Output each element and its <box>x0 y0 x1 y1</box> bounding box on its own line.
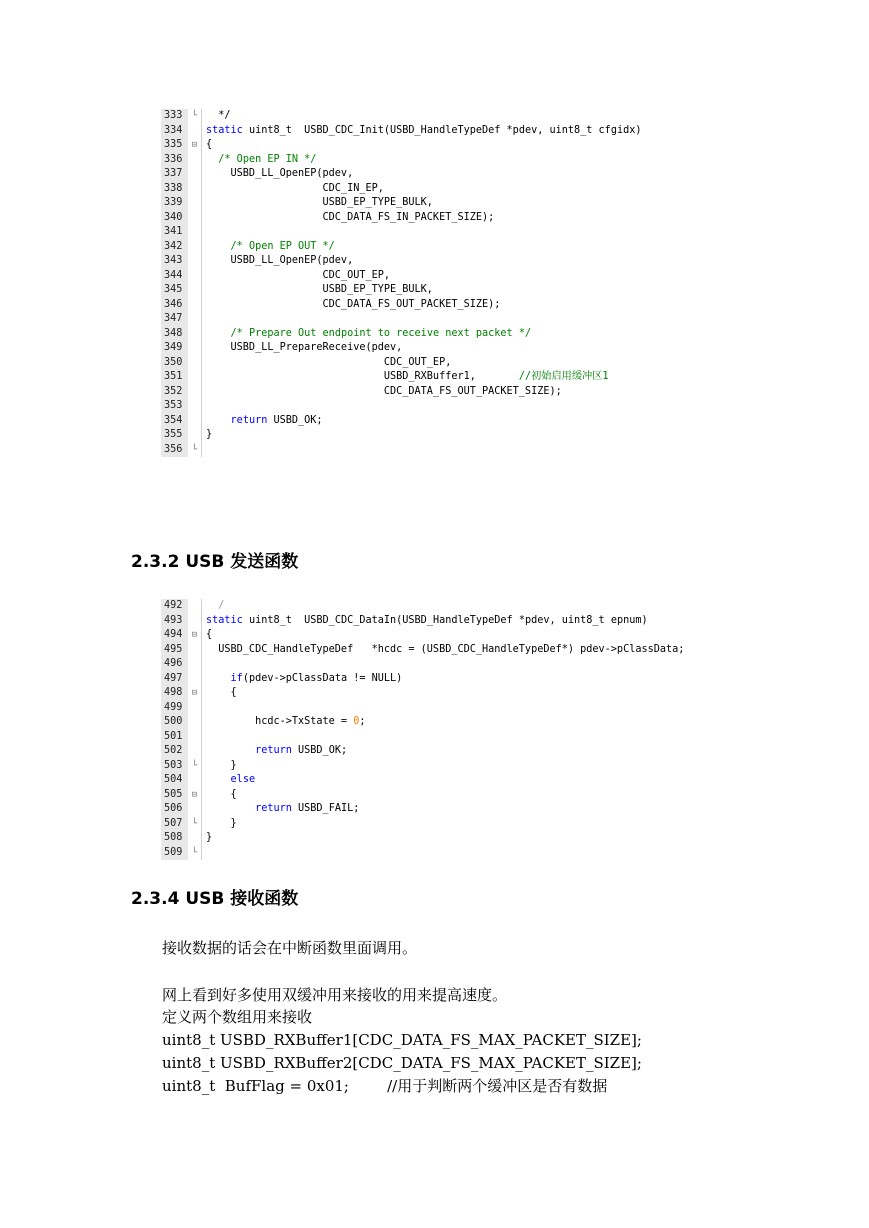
code-line <box>161 312 641 327</box>
line-number: 509 <box>161 846 188 861</box>
text-line: uint8_t BufFlag = 0x01; //用于判断两个缓冲区是否有数据 <box>162 1077 608 1095</box>
fold-marker-icon <box>188 831 202 846</box>
fold-marker-icon <box>188 730 202 745</box>
fold-marker-icon <box>188 414 202 429</box>
code-text <box>202 614 648 629</box>
fold-marker-icon <box>188 672 202 687</box>
fold-marker-icon <box>188 701 202 716</box>
code-token: return <box>230 414 268 426</box>
line-number: 501 <box>161 730 188 745</box>
code-line <box>161 657 684 672</box>
code-text <box>202 196 433 211</box>
code-text <box>202 817 237 832</box>
code-token: /* Prepare Out endpoint to receive next packet */ <box>230 327 532 339</box>
fold-marker-icon <box>188 356 202 371</box>
code-token: CDC_IN_EP, <box>206 182 384 194</box>
code-text <box>202 298 500 313</box>
code-line <box>161 327 641 342</box>
code-line <box>161 759 684 774</box>
code-token <box>206 673 231 684</box>
section-heading-usb-send: 2.3.2 USB 发送函数 <box>131 552 299 572</box>
code-text <box>202 846 206 861</box>
code-token: USBD_FAIL; <box>291 803 360 814</box>
code-text <box>202 240 335 255</box>
code-token: (pdev->pClassData != NULL) <box>242 672 403 684</box>
code-line <box>161 298 641 313</box>
code-text <box>202 759 237 774</box>
code-line <box>161 817 684 832</box>
code-token: USBD_OK; <box>267 414 323 426</box>
code-block-usbd-cdc-datain <box>161 599 684 860</box>
code-line <box>161 283 641 298</box>
code-token: } <box>206 759 237 771</box>
code-text <box>202 312 206 327</box>
code-text <box>202 370 609 385</box>
line-number: 506 <box>161 802 188 817</box>
code-line <box>161 399 641 414</box>
code-text <box>202 730 206 745</box>
fold-marker-icon <box>188 744 202 759</box>
line-number: 341 <box>161 225 188 240</box>
code-token: USBD_EP_TYPE_BULK, <box>206 197 433 208</box>
fold-marker-icon: ⊟ <box>188 628 202 643</box>
code-text <box>202 225 206 240</box>
code-line <box>161 124 641 139</box>
code-text <box>202 356 451 371</box>
code-token: USBD_OK; <box>291 745 348 756</box>
fold-marker-icon <box>188 254 202 269</box>
section-heading-usb-receive: 2.3.4 USB 接收函数 <box>131 889 299 909</box>
line-number: 348 <box>161 327 188 342</box>
code-token: 0 <box>353 716 360 727</box>
fold-marker-icon <box>188 327 202 342</box>
code-line <box>161 356 641 371</box>
line-number: 508 <box>161 831 188 846</box>
code-line <box>161 385 641 400</box>
code-token: //初始启用缓冲区1 <box>518 371 609 382</box>
code-token: { <box>206 687 237 698</box>
code-text <box>202 138 212 153</box>
code-token: USBD_LL_PrepareReceive(pdev, <box>206 342 403 353</box>
code-token <box>206 328 231 339</box>
code-token: static <box>206 614 243 626</box>
line-number: 343 <box>161 254 188 269</box>
code-token: } <box>206 817 237 829</box>
fold-marker-icon <box>188 182 202 197</box>
code-text <box>202 428 212 443</box>
code-line <box>161 643 684 658</box>
line-number: 351 <box>161 370 188 385</box>
code-line <box>161 196 641 211</box>
line-number: 503 <box>161 759 188 774</box>
line-number: 339 <box>161 196 188 211</box>
code-token: CDC_OUT_EP, <box>206 269 391 281</box>
code-text <box>202 657 206 672</box>
line-number: 336 <box>161 153 188 168</box>
code-token: return <box>255 745 292 756</box>
fold-marker-icon <box>188 643 202 658</box>
code-line <box>161 715 684 730</box>
code-text <box>202 788 237 803</box>
fold-marker-icon <box>188 167 202 182</box>
code-token: USBD_RXBuffer1, <box>206 371 519 382</box>
code-token: /* Open EP IN */ <box>218 153 317 165</box>
code-line <box>161 109 641 124</box>
code-text <box>202 715 365 730</box>
code-token: USBD_LL_OpenEP(pdev, <box>206 255 354 266</box>
fold-marker-icon <box>188 225 202 240</box>
code-token: */ <box>206 110 231 121</box>
fold-marker-icon <box>188 124 202 139</box>
fold-marker-icon <box>188 399 202 414</box>
text-line: uint8_t USBD_RXBuffer2[CDC_DATA_FS_MAX_PACKET_SIZE]; <box>162 1054 642 1072</box>
fold-marker-icon: └ <box>188 846 202 861</box>
code-text <box>202 124 641 139</box>
fold-marker-icon <box>188 240 202 255</box>
code-token <box>206 745 255 756</box>
paragraph-interrupt-note: 接收数据的话会在中断函数里面调用。 <box>162 939 418 957</box>
line-number: 495 <box>161 643 188 658</box>
fold-marker-icon: ⊟ <box>188 686 202 701</box>
code-line <box>161 182 641 197</box>
text-line: uint8_t USBD_RXBuffer1[CDC_DATA_FS_MAX_PACKET_SIZE]; <box>162 1031 642 1049</box>
line-number: 497 <box>161 672 188 687</box>
fold-marker-icon <box>188 773 202 788</box>
code-token: CDC_OUT_EP, <box>206 356 452 368</box>
line-number: 340 <box>161 211 188 226</box>
line-number: 494 <box>161 628 188 643</box>
code-token <box>206 803 255 814</box>
code-text <box>202 773 255 788</box>
code-line <box>161 846 684 861</box>
line-number: 504 <box>161 773 188 788</box>
code-token <box>206 774 231 785</box>
line-number: 499 <box>161 701 188 716</box>
line-number: 492 <box>161 599 188 614</box>
code-token: static <box>206 124 243 136</box>
code-line <box>161 225 641 240</box>
line-number: 354 <box>161 414 188 429</box>
code-line <box>161 254 641 269</box>
code-token: else <box>230 774 256 785</box>
code-line <box>161 370 641 385</box>
line-number: 356 <box>161 443 188 458</box>
code-text <box>202 686 237 701</box>
code-token: return <box>255 803 292 814</box>
code-token: / <box>206 600 225 611</box>
code-token: USBD_CDC_HandleTypeDef *hcdc = (USBD_CDC_HandleTypeDef*) pdev->pClassData; <box>206 643 685 655</box>
code-token: CDC_DATA_FS_IN_PACKET_SIZE); <box>206 211 495 223</box>
code-line <box>161 773 684 788</box>
fold-marker-icon <box>188 428 202 443</box>
line-number: 335 <box>161 138 188 153</box>
code-token: /* Open EP OUT */ <box>230 240 335 252</box>
code-text <box>202 211 494 226</box>
line-number: 338 <box>161 182 188 197</box>
code-line <box>161 614 684 629</box>
line-number: 334 <box>161 124 188 139</box>
code-block-usbd-cdc-init <box>161 109 641 457</box>
code-token: } <box>206 832 213 843</box>
fold-marker-icon <box>188 657 202 672</box>
code-text <box>202 327 531 342</box>
fold-marker-icon <box>188 715 202 730</box>
code-text <box>202 341 402 356</box>
code-line <box>161 599 684 614</box>
line-number: 333 <box>161 109 188 124</box>
fold-marker-icon <box>188 312 202 327</box>
code-line <box>161 831 684 846</box>
code-line <box>161 443 641 458</box>
fold-marker-icon <box>188 153 202 168</box>
fold-marker-icon: └ <box>188 443 202 458</box>
code-text <box>202 269 390 284</box>
code-token <box>206 241 231 252</box>
fold-marker-icon <box>188 802 202 817</box>
line-number: 342 <box>161 240 188 255</box>
line-number: 493 <box>161 614 188 629</box>
code-token: { <box>206 788 237 800</box>
text-line: 网上看到好多使用双缓冲用来接收的用来提高速度。 <box>162 986 508 1004</box>
code-text <box>202 182 384 197</box>
code-token <box>206 154 218 165</box>
code-text <box>202 109 231 124</box>
code-line <box>161 428 641 443</box>
fold-marker-icon <box>188 283 202 298</box>
code-text <box>202 599 224 614</box>
line-number: 507 <box>161 817 188 832</box>
code-text <box>202 385 562 400</box>
fold-marker-icon: ⊟ <box>188 138 202 153</box>
line-number: 350 <box>161 356 188 371</box>
fold-marker-icon <box>188 298 202 313</box>
line-number: 353 <box>161 399 188 414</box>
fold-marker-icon <box>188 385 202 400</box>
text-line: 定义两个数组用来接收 <box>162 1008 313 1026</box>
code-token <box>206 415 231 426</box>
code-line <box>161 138 641 153</box>
code-token: if <box>230 672 243 684</box>
code-token: ; <box>359 716 366 727</box>
code-text <box>202 153 316 168</box>
fold-marker-icon <box>188 370 202 385</box>
code-text <box>202 167 353 182</box>
code-token: CDC_DATA_FS_OUT_PACKET_SIZE); <box>206 385 562 397</box>
line-number: 498 <box>161 686 188 701</box>
code-text <box>202 701 206 716</box>
code-line <box>161 167 641 182</box>
line-number: 502 <box>161 744 188 759</box>
code-line <box>161 628 684 643</box>
fold-marker-icon: └ <box>188 759 202 774</box>
code-token: } <box>206 429 213 440</box>
code-line <box>161 788 684 803</box>
line-number: 346 <box>161 298 188 313</box>
code-text <box>202 399 206 414</box>
code-text <box>202 283 433 298</box>
fold-marker-icon <box>188 614 202 629</box>
line-number: 345 <box>161 283 188 298</box>
code-line <box>161 414 641 429</box>
code-text <box>202 802 359 817</box>
code-line <box>161 744 684 759</box>
line-number: 347 <box>161 312 188 327</box>
fold-marker-icon <box>188 341 202 356</box>
code-line <box>161 240 641 255</box>
fold-marker-icon <box>188 196 202 211</box>
code-line <box>161 153 641 168</box>
line-number: 344 <box>161 269 188 284</box>
fold-marker-icon <box>188 599 202 614</box>
code-text <box>202 672 402 687</box>
code-text <box>202 643 684 658</box>
line-number: 337 <box>161 167 188 182</box>
fold-marker-icon <box>188 269 202 284</box>
code-text <box>202 628 212 643</box>
code-line <box>161 211 641 226</box>
fold-marker-icon: ⊟ <box>188 788 202 803</box>
code-line <box>161 701 684 716</box>
code-line <box>161 802 684 817</box>
line-number: 352 <box>161 385 188 400</box>
code-line <box>161 730 684 745</box>
code-line <box>161 341 641 356</box>
fold-marker-icon <box>188 211 202 226</box>
line-number: 500 <box>161 715 188 730</box>
code-token: CDC_DATA_FS_OUT_PACKET_SIZE); <box>206 298 501 310</box>
fold-marker-icon: └ <box>188 817 202 832</box>
code-token: { <box>206 139 213 150</box>
code-token: hcdc->TxState = <box>206 716 354 727</box>
line-number: 349 <box>161 341 188 356</box>
code-text <box>202 831 212 846</box>
code-line <box>161 686 684 701</box>
code-text <box>202 414 323 429</box>
fold-marker-icon: └ <box>188 109 202 124</box>
code-token: USBD_LL_OpenEP(pdev, <box>206 168 354 179</box>
code-text <box>202 254 353 269</box>
code-text <box>202 744 347 759</box>
code-line <box>161 269 641 284</box>
code-token: uint8_t USBD_CDC_Init(USBD_HandleTypeDef *pdev, uint8_t cfgidx) <box>242 124 642 136</box>
code-token: USBD_EP_TYPE_BULK, <box>206 284 433 295</box>
code-text <box>202 443 206 458</box>
line-number: 496 <box>161 657 188 672</box>
code-token: { <box>206 629 213 640</box>
line-number: 505 <box>161 788 188 803</box>
code-line <box>161 672 684 687</box>
line-number: 355 <box>161 428 188 443</box>
code-token: uint8_t USBD_CDC_DataIn(USBD_HandleTypeDef *pdev, uint8_t epnum) <box>242 614 648 626</box>
